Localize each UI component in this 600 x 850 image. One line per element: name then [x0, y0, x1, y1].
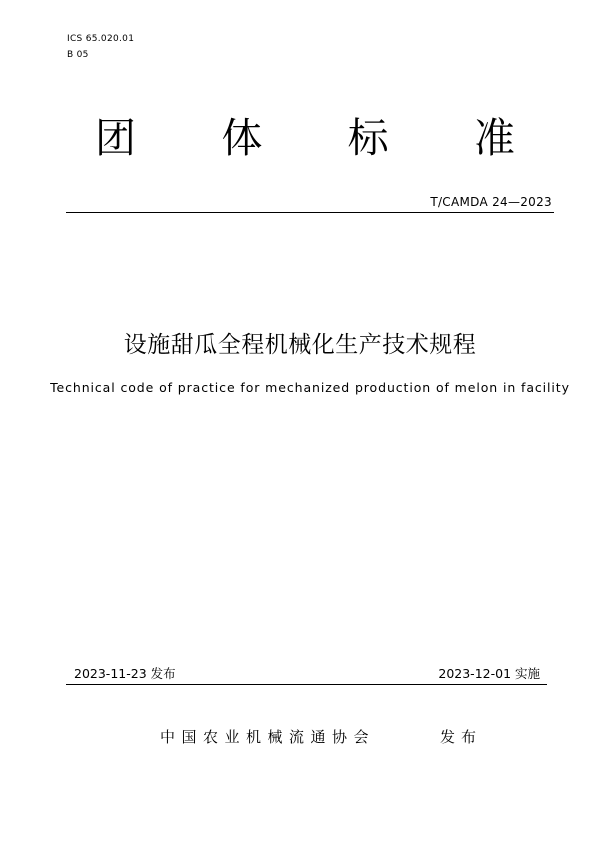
top-divider — [66, 212, 554, 213]
chinese-title: 设施甜瓜全程机械化生产技术规程 — [123, 332, 477, 358]
title-char: 准 — [473, 114, 515, 162]
ics-code: ICS 65.020.01 — [67, 34, 135, 44]
english-title: Technical code of practice for mechanized production of melon in facility — [50, 380, 570, 395]
title-char: 标 — [347, 114, 389, 162]
title-char: 团 — [95, 114, 136, 162]
issuing-organization: 中国农业机械流通协会 — [160, 728, 376, 746]
bottom-divider — [66, 684, 547, 685]
ccs-code: B 05 — [67, 50, 89, 60]
issued-label: 发布 — [440, 728, 483, 746]
implementation-date: 2023-12-01 实施 — [438, 666, 540, 681]
standard-type-title — [95, 112, 515, 164]
title-char: 体 — [221, 114, 263, 162]
standard-number: T/CAMDA 24—2023 — [430, 195, 552, 209]
publication-date: 2023-11-23 发布 — [74, 666, 176, 681]
